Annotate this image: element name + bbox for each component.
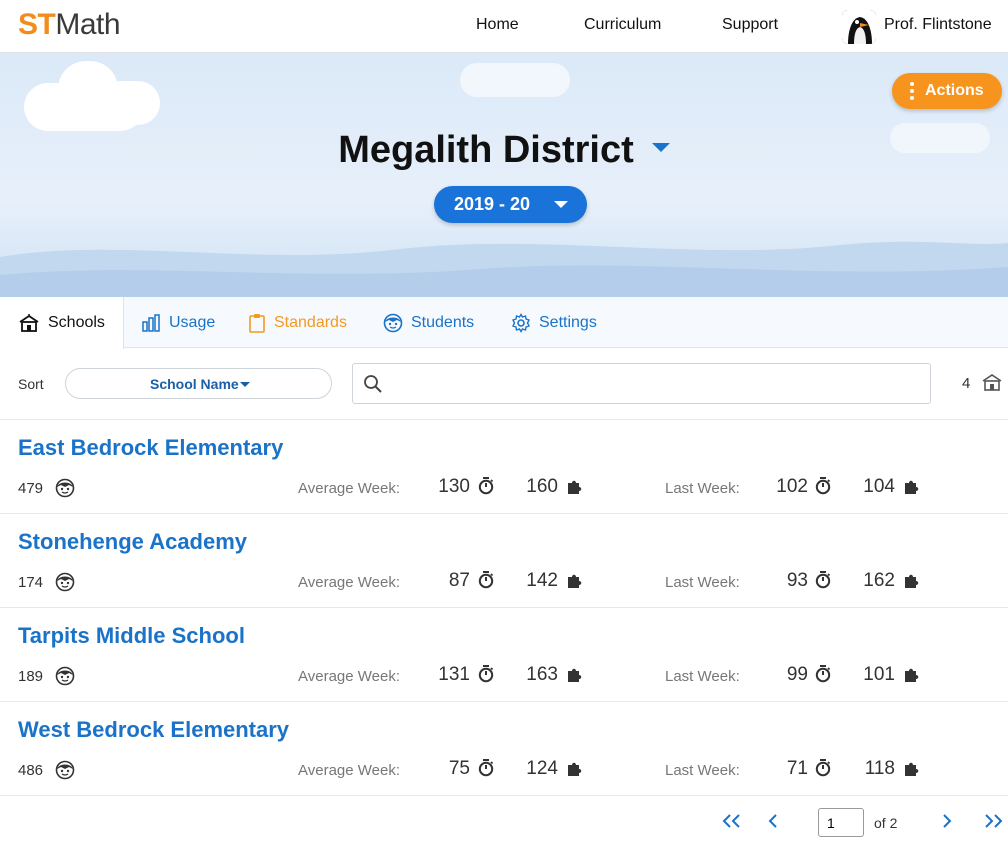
school-name-link[interactable]: Tarpits Middle School bbox=[18, 623, 245, 648]
user-name[interactable]: Prof. Flintstone bbox=[884, 16, 992, 33]
first-page-button[interactable] bbox=[721, 812, 743, 835]
nav-home[interactable]: Home bbox=[476, 16, 519, 33]
district-header bbox=[0, 53, 1008, 297]
logo-st: ST bbox=[18, 8, 56, 41]
last-minutes-value: 93 bbox=[786, 570, 808, 591]
hills-decoration bbox=[0, 227, 1008, 297]
average-minutes-value: 131 bbox=[438, 664, 470, 685]
actions-label: Actions bbox=[925, 82, 984, 99]
cloud-decoration bbox=[100, 81, 160, 125]
average-minutes-value: 130 bbox=[438, 476, 470, 497]
average-puzzles-value: 163 bbox=[526, 664, 558, 685]
student-count: 174 bbox=[18, 574, 44, 591]
average-week-label: Average Week: bbox=[298, 480, 401, 497]
last-week-label: Last Week: bbox=[665, 762, 740, 779]
avatar[interactable] bbox=[842, 10, 876, 44]
tab-label: Students bbox=[411, 313, 475, 331]
sort-selected-value: School Name bbox=[150, 376, 239, 392]
average-week-label: Average Week: bbox=[298, 668, 401, 685]
next-page-button[interactable] bbox=[940, 812, 954, 835]
last-page-button[interactable] bbox=[982, 812, 1004, 835]
clipboard-icon bbox=[248, 313, 266, 333]
puzzle-piece-icon bbox=[566, 573, 582, 594]
actions-button[interactable] bbox=[892, 73, 1002, 109]
tab-bar bbox=[0, 297, 1008, 348]
student-count: 189 bbox=[18, 668, 44, 685]
puzzle-piece-icon bbox=[903, 667, 919, 688]
puzzle-piece-icon bbox=[903, 479, 919, 500]
filter-bar bbox=[0, 348, 1008, 420]
schoolhouse-icon bbox=[18, 314, 40, 332]
search-input[interactable] bbox=[393, 372, 913, 396]
district-selector[interactable] bbox=[0, 129, 1008, 172]
last-week-label: Last Week: bbox=[665, 480, 740, 497]
puzzle-piece-icon bbox=[903, 573, 919, 594]
puzzle-piece-icon bbox=[566, 479, 582, 500]
school-row[interactable] bbox=[0, 420, 1008, 514]
average-week-label: Average Week: bbox=[298, 762, 401, 779]
timer-icon bbox=[478, 477, 494, 500]
school-year-button[interactable] bbox=[434, 186, 587, 223]
tab-schools[interactable] bbox=[0, 297, 124, 349]
average-minutes-value: 87 bbox=[448, 570, 470, 591]
tab-label: Usage bbox=[169, 313, 216, 331]
cloud-decoration bbox=[460, 63, 570, 97]
double-chevron-right-icon bbox=[982, 813, 1004, 829]
school-row[interactable] bbox=[0, 514, 1008, 608]
last-puzzles-value: 101 bbox=[863, 664, 895, 685]
tab-standards[interactable] bbox=[248, 297, 347, 348]
page-total-label: of 2 bbox=[874, 815, 898, 831]
penguin-avatar-icon bbox=[842, 10, 876, 44]
puzzle-piece-icon bbox=[566, 761, 582, 782]
stmath-logo[interactable] bbox=[18, 8, 120, 42]
last-minutes-value: 99 bbox=[786, 664, 808, 685]
puzzle-piece-icon bbox=[566, 667, 582, 688]
double-chevron-left-icon bbox=[721, 813, 743, 829]
sort-dropdown[interactable] bbox=[65, 368, 332, 399]
student-face-icon bbox=[55, 760, 75, 785]
timer-icon bbox=[815, 477, 831, 500]
school-count: 4 bbox=[962, 375, 971, 392]
pagination bbox=[0, 796, 1008, 844]
student-count: 479 bbox=[18, 480, 44, 497]
timer-icon bbox=[478, 759, 494, 782]
search-icon bbox=[363, 374, 383, 394]
schoolhouse-icon bbox=[981, 373, 1003, 391]
search-field bbox=[352, 363, 931, 404]
puzzle-piece-icon bbox=[903, 761, 919, 782]
chevron-down-icon bbox=[652, 143, 670, 152]
tab-label: Standards bbox=[274, 313, 347, 331]
last-minutes-value: 102 bbox=[776, 476, 808, 497]
last-puzzles-value: 104 bbox=[863, 476, 895, 497]
chevron-right-icon bbox=[940, 813, 954, 829]
tab-settings[interactable] bbox=[511, 297, 597, 348]
school-name-link[interactable]: East Bedrock Elementary bbox=[18, 435, 284, 460]
gear-icon bbox=[511, 313, 531, 333]
timer-icon bbox=[815, 665, 831, 688]
average-minutes-value: 75 bbox=[448, 758, 470, 779]
chevron-down-icon bbox=[240, 382, 250, 387]
student-count: 486 bbox=[18, 762, 44, 779]
average-week-label: Average Week: bbox=[298, 574, 401, 591]
tab-usage[interactable] bbox=[141, 297, 215, 348]
timer-icon bbox=[478, 665, 494, 688]
logo-math: Math bbox=[55, 8, 121, 41]
page-number-input[interactable] bbox=[818, 808, 864, 837]
nav-support[interactable]: Support bbox=[722, 16, 779, 33]
chevron-left-icon bbox=[766, 813, 780, 829]
school-name-link[interactable]: Stonehenge Academy bbox=[18, 529, 248, 554]
last-puzzles-value: 118 bbox=[864, 758, 895, 779]
tab-label: Settings bbox=[539, 313, 597, 331]
average-puzzles-value: 160 bbox=[526, 476, 558, 497]
last-week-label: Last Week: bbox=[665, 668, 740, 685]
nav-curriculum[interactable]: Curriculum bbox=[584, 16, 662, 33]
student-face-icon bbox=[383, 313, 403, 333]
timer-icon bbox=[815, 759, 831, 782]
timer-icon bbox=[478, 571, 494, 594]
average-puzzles-value: 124 bbox=[526, 758, 558, 779]
school-row[interactable] bbox=[0, 702, 1008, 796]
average-puzzles-value: 142 bbox=[526, 570, 558, 591]
school-row[interactable] bbox=[0, 608, 1008, 702]
student-face-icon bbox=[55, 572, 75, 597]
tab-students[interactable] bbox=[383, 297, 474, 348]
prev-page-button[interactable] bbox=[766, 812, 780, 835]
school-name-link[interactable]: West Bedrock Elementary bbox=[18, 717, 290, 742]
chevron-down-icon bbox=[554, 201, 568, 208]
sort-label: Sort bbox=[18, 376, 44, 392]
district-name: Megalith District bbox=[338, 129, 634, 171]
last-minutes-value: 71 bbox=[786, 758, 808, 779]
tab-label: Schools bbox=[48, 314, 105, 331]
top-nav bbox=[0, 0, 1008, 53]
student-face-icon bbox=[55, 666, 75, 691]
last-puzzles-value: 162 bbox=[863, 570, 895, 591]
last-week-label: Last Week: bbox=[665, 574, 740, 591]
student-face-icon bbox=[55, 478, 75, 503]
more-vertical-icon bbox=[910, 82, 914, 103]
school-year-label: 2019 - 20 bbox=[454, 194, 531, 214]
bar-chart-icon bbox=[141, 314, 161, 332]
timer-icon bbox=[815, 571, 831, 594]
